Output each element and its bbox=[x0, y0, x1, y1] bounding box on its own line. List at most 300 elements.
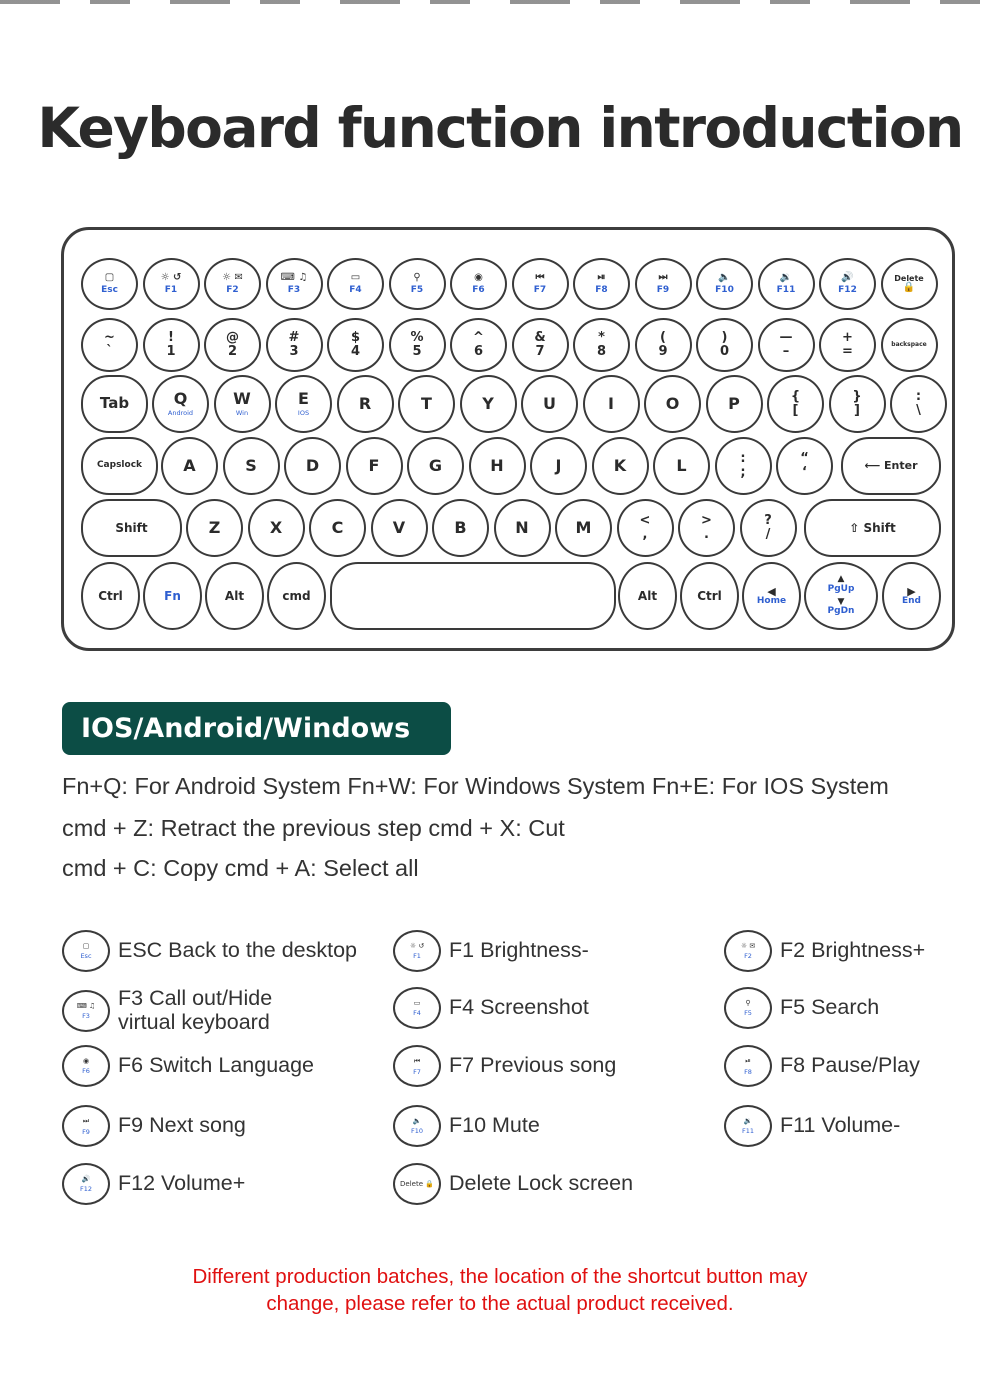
key-legend bbox=[800, 452, 809, 479]
legend-text bbox=[118, 939, 357, 963]
key-letter: A bbox=[183, 455, 196, 475]
key-f6[interactable] bbox=[450, 258, 507, 310]
key-letter: E bbox=[298, 388, 309, 408]
square-icon: ▢ bbox=[104, 271, 115, 283]
legend-key-name: F5 bbox=[744, 1009, 752, 1017]
legend-item bbox=[62, 1105, 246, 1147]
home-key[interactable] bbox=[742, 562, 801, 630]
search-icon: ⚲ bbox=[413, 271, 421, 283]
down-arrow-icon: ▼ bbox=[837, 597, 845, 607]
legend-key-icon bbox=[393, 930, 441, 972]
legend-item bbox=[62, 1045, 314, 1087]
legend-text bbox=[449, 1114, 540, 1138]
legend-text bbox=[118, 1054, 314, 1078]
key-f9[interactable] bbox=[635, 258, 692, 310]
key-x[interactable] bbox=[248, 499, 305, 557]
legend-text-line: F7 Previous song bbox=[449, 1053, 617, 1078]
key-=[interactable] bbox=[819, 318, 876, 372]
fn-key-label bbox=[838, 286, 857, 295]
key-label: Ctrl bbox=[697, 588, 722, 603]
key-lower: 1 bbox=[166, 344, 176, 359]
fn-key-name: F5 bbox=[410, 285, 424, 296]
legend-glyph-icon: ⏭ bbox=[82, 1116, 90, 1125]
up-arrow-icon: ▲ bbox=[837, 574, 845, 585]
batch-note bbox=[0, 1263, 1000, 1317]
key-letter: M bbox=[575, 517, 592, 537]
key-upper: % bbox=[410, 330, 424, 346]
key-c[interactable] bbox=[309, 499, 366, 557]
lock-icon: 🔒 bbox=[902, 281, 916, 293]
key-letter: W bbox=[233, 388, 251, 408]
key-lower: 5 bbox=[412, 344, 422, 359]
legend-key-name: F7 bbox=[413, 1067, 421, 1076]
key-label: Fn bbox=[164, 588, 181, 603]
key-letter: Y bbox=[482, 393, 494, 413]
brightness-up-icon: ☼ ✉ bbox=[222, 271, 243, 283]
key-2[interactable] bbox=[204, 318, 261, 372]
key-label: Alt bbox=[637, 588, 658, 603]
key-upper: — bbox=[779, 330, 793, 346]
volume-down-icon: 🔉 bbox=[779, 271, 793, 283]
legend-text-line: Delete Lock screen bbox=[449, 1171, 634, 1196]
key-k[interactable] bbox=[592, 437, 649, 495]
brightness-down-icon: ☼ ↺ bbox=[160, 271, 182, 283]
key-f12[interactable] bbox=[819, 258, 876, 310]
legend-text-line: F1 Brightness- bbox=[449, 938, 589, 963]
key-s[interactable] bbox=[223, 437, 280, 495]
key-/[interactable] bbox=[740, 499, 797, 557]
key-i[interactable] bbox=[583, 375, 640, 433]
key-3[interactable] bbox=[266, 318, 323, 372]
key-legend bbox=[791, 390, 800, 417]
legend-item bbox=[724, 1045, 920, 1087]
key-f3[interactable] bbox=[266, 258, 323, 310]
key-upper: > bbox=[701, 513, 712, 529]
key-label: Capslock bbox=[96, 460, 143, 471]
key-legend bbox=[473, 331, 484, 358]
previous-track-icon: ⏮ bbox=[535, 271, 545, 283]
key-u[interactable] bbox=[521, 375, 578, 433]
key-lower: 0 bbox=[719, 344, 730, 359]
tab-key[interactable] bbox=[81, 375, 148, 433]
key-legend bbox=[658, 331, 667, 358]
key-f1[interactable] bbox=[143, 258, 200, 310]
enter-key[interactable] bbox=[841, 437, 941, 495]
legend-glyph-icon: ⏮ bbox=[413, 1056, 421, 1065]
key-legend bbox=[166, 331, 175, 358]
key-v[interactable] bbox=[371, 499, 428, 557]
fn-key-name: F2 bbox=[226, 285, 239, 296]
key-legend bbox=[740, 452, 745, 479]
key-upper: ! bbox=[168, 330, 174, 346]
legend-text bbox=[449, 1054, 616, 1078]
key-upper: “ bbox=[800, 451, 809, 467]
key-f4[interactable] bbox=[327, 258, 384, 310]
shift-text: Shift bbox=[863, 520, 896, 535]
legend-glyph-icon: ⚲ bbox=[745, 999, 751, 1007]
fn-key-name: F4 bbox=[349, 285, 362, 296]
key-d[interactable] bbox=[284, 437, 341, 495]
legend-text-line: ESC Back to the desktop bbox=[118, 938, 358, 963]
key-0[interactable] bbox=[696, 318, 753, 372]
legend-glyph-icon: ⏯ bbox=[745, 1056, 751, 1065]
key-t[interactable] bbox=[398, 375, 455, 433]
legend-item bbox=[62, 987, 272, 1034]
key-p[interactable] bbox=[706, 375, 763, 433]
enter-label bbox=[864, 460, 917, 472]
fn-key-label bbox=[101, 286, 118, 295]
key-legend bbox=[852, 390, 861, 417]
legend-key-icon bbox=[62, 1163, 110, 1205]
capslock-key[interactable] bbox=[81, 437, 158, 495]
key-9[interactable] bbox=[635, 318, 692, 372]
key-upper: + bbox=[842, 330, 853, 346]
key-legend bbox=[720, 331, 729, 358]
legend-text-line: F5 Search bbox=[780, 995, 880, 1020]
fn-key-label bbox=[472, 286, 484, 295]
key-upper: & bbox=[534, 330, 546, 346]
legend-text-line: F12 Volume+ bbox=[118, 1171, 246, 1196]
key-letter: Z bbox=[208, 517, 221, 537]
legend-text bbox=[118, 1172, 245, 1196]
fn-key-label bbox=[288, 286, 300, 295]
key-upper: * bbox=[598, 330, 605, 346]
legend-key-name: F2 bbox=[744, 952, 752, 960]
legend-text bbox=[780, 1114, 900, 1138]
key-–[interactable] bbox=[758, 318, 815, 372]
fn-key-name: F11 bbox=[776, 285, 796, 296]
key-letter: T bbox=[421, 393, 432, 413]
key-letter: P bbox=[728, 393, 740, 413]
legend-glyph-icon: ☼ ↺ bbox=[409, 942, 425, 950]
key-upper: < bbox=[639, 513, 651, 529]
legend-text-line: F4 Screenshot bbox=[449, 995, 589, 1020]
key-;[interactable] bbox=[715, 437, 772, 495]
key-letter: C bbox=[331, 517, 344, 537]
key-lower: 4 bbox=[350, 344, 361, 359]
fn-key-name: F3 bbox=[287, 285, 301, 296]
legend-key-icon bbox=[724, 1105, 772, 1147]
enter-text: Enter bbox=[884, 459, 918, 473]
key-lower: [ bbox=[792, 403, 799, 418]
legend-text-line: F3 Call out/Hide bbox=[118, 986, 273, 1010]
legend-key-icon bbox=[393, 1105, 441, 1147]
key-legend bbox=[764, 514, 772, 541]
key-lower: ` bbox=[106, 344, 113, 359]
key-upper: ? bbox=[764, 513, 772, 529]
fn-key[interactable] bbox=[143, 562, 202, 630]
key-letter: X bbox=[269, 517, 283, 537]
key-y[interactable] bbox=[460, 375, 517, 433]
key-,[interactable] bbox=[617, 499, 674, 557]
cmd-key[interactable] bbox=[267, 562, 326, 630]
backspace-key[interactable] bbox=[881, 318, 938, 372]
legend-glyph-icon: 🔊 bbox=[81, 1175, 91, 1183]
legend-text-line: F2 Brightness+ bbox=[780, 938, 926, 963]
fn-key-label bbox=[165, 286, 177, 295]
key-lower: 8 bbox=[596, 344, 607, 359]
key-f2[interactable] bbox=[204, 258, 261, 310]
legend-key-icon bbox=[62, 930, 110, 972]
key-7[interactable] bbox=[512, 318, 569, 372]
fn-key-name: F12 bbox=[838, 285, 857, 296]
legend-key-icon bbox=[62, 990, 110, 1032]
key-letter: B bbox=[454, 517, 467, 537]
key-f8[interactable] bbox=[573, 258, 630, 310]
key-lower: 9 bbox=[658, 344, 668, 359]
key-upper: # bbox=[288, 330, 300, 346]
key-j[interactable] bbox=[530, 437, 587, 495]
key-label: Ctrl bbox=[98, 588, 123, 603]
description-line-1: Fn+Q: For Android System Fn+W: For Windows System Fn+E: For IOS System bbox=[62, 773, 889, 799]
shift-right-label bbox=[849, 522, 896, 535]
key-][interactable] bbox=[829, 375, 886, 433]
next-track-icon: ⏭ bbox=[658, 271, 668, 283]
fn-key-name: F10 bbox=[715, 285, 734, 296]
key-e[interactable] bbox=[275, 375, 332, 433]
key-legend bbox=[780, 331, 793, 358]
legend-text bbox=[449, 939, 589, 963]
legend-key-name: F10 bbox=[410, 1127, 423, 1135]
key-letter: K bbox=[613, 455, 627, 475]
key-l[interactable] bbox=[653, 437, 710, 495]
legend-key-name: F8 bbox=[744, 1067, 752, 1076]
key-legend bbox=[410, 331, 423, 358]
key-legend bbox=[842, 331, 853, 358]
key-lower: 3 bbox=[289, 344, 299, 359]
key-lower: 7 bbox=[535, 344, 545, 359]
legend-item bbox=[393, 930, 589, 972]
fn-key-name: Delete bbox=[894, 273, 924, 283]
key-letter: G bbox=[428, 455, 443, 475]
batch-note-line-2: change, please refer to the actual product received. bbox=[266, 1292, 734, 1315]
key-`[interactable] bbox=[81, 318, 138, 372]
key-letter: R bbox=[358, 393, 372, 413]
fn-key-label bbox=[226, 286, 238, 295]
description-line-3: cmd + C: Copy cmd + A: Select all bbox=[62, 855, 419, 881]
shift-arrow-icon: ⇧ bbox=[849, 520, 864, 535]
legend-text bbox=[780, 1054, 920, 1078]
shift-right-key[interactable] bbox=[804, 499, 941, 557]
pgup-pgdn-key[interactable] bbox=[804, 562, 878, 630]
fn-key-label bbox=[411, 286, 423, 295]
legend-glyph-icon: Delete 🔒 bbox=[400, 1180, 434, 1188]
legend-item bbox=[62, 1163, 245, 1205]
legend-text-line: virtual keyboard bbox=[118, 1009, 270, 1034]
fn-key-name: F8 bbox=[595, 285, 608, 296]
key-lower: ] bbox=[854, 403, 860, 418]
legend-text bbox=[780, 996, 879, 1020]
key-letter: L bbox=[676, 455, 687, 475]
key-f10[interactable] bbox=[696, 258, 753, 310]
legend-key-name: F6 bbox=[82, 1067, 90, 1075]
key-delete[interactable] bbox=[881, 258, 938, 310]
fn-key-name: F1 bbox=[164, 285, 178, 296]
legend-key-icon bbox=[393, 1163, 441, 1205]
key-f5[interactable] bbox=[389, 258, 446, 310]
pgdn-label: PgDn bbox=[827, 606, 855, 617]
legend-key-name: Esc bbox=[80, 952, 92, 960]
key-lower: = bbox=[842, 344, 853, 359]
legend-glyph-icon: ⌨ ♫ bbox=[76, 1001, 96, 1010]
key-label: Shift bbox=[115, 520, 148, 535]
ctrl-left-key[interactable] bbox=[81, 562, 140, 630]
legend-glyph-icon: ▢ bbox=[82, 942, 90, 950]
key-b[interactable] bbox=[432, 499, 489, 557]
legend-key-icon bbox=[724, 930, 772, 972]
play-pause-icon: ⏯ bbox=[597, 271, 606, 283]
legend-text-line: F9 Next song bbox=[118, 1113, 246, 1138]
legend-key-icon bbox=[724, 987, 772, 1029]
key-4[interactable] bbox=[327, 318, 384, 372]
legend-key-name: F1 bbox=[413, 952, 421, 960]
alt-right-key[interactable] bbox=[618, 562, 677, 630]
legend-key-name: F3 bbox=[82, 1011, 90, 1020]
fn-key-label bbox=[657, 286, 669, 295]
legend-item bbox=[62, 930, 357, 972]
legend-item bbox=[724, 930, 925, 972]
keyboard-diagram bbox=[61, 227, 955, 651]
end-label: End bbox=[902, 596, 921, 607]
legend-item bbox=[393, 1105, 540, 1147]
alt-left-key[interactable] bbox=[205, 562, 264, 630]
key-lower: – bbox=[782, 344, 790, 359]
key-upper: $ bbox=[350, 330, 361, 346]
description-line-2: cmd + Z: Retract the previous step cmd + X: Cut bbox=[62, 815, 565, 841]
legend-key-name: F4 bbox=[413, 1009, 421, 1017]
key-g[interactable] bbox=[407, 437, 464, 495]
enter-arrow-icon: ⟵ bbox=[864, 459, 885, 473]
key-label: Alt bbox=[224, 588, 245, 603]
legend-text-line: F6 Switch Language bbox=[118, 1053, 315, 1078]
key-r[interactable] bbox=[337, 375, 394, 433]
key-legend bbox=[226, 331, 239, 358]
key-label: backspace bbox=[891, 340, 927, 348]
key-n[interactable] bbox=[494, 499, 551, 557]
fn-key-label bbox=[534, 286, 546, 295]
legend-text bbox=[118, 1114, 246, 1138]
legend-key-icon bbox=[393, 987, 441, 1029]
key-legend bbox=[597, 331, 606, 358]
legend-text bbox=[449, 996, 589, 1020]
globe-icon: ◉ bbox=[474, 271, 483, 283]
legend-key-icon bbox=[62, 1045, 110, 1087]
key-w[interactable] bbox=[214, 375, 271, 433]
legend-item bbox=[393, 1045, 616, 1087]
key-esc[interactable] bbox=[81, 258, 138, 310]
key-legend bbox=[916, 390, 921, 417]
key-a[interactable] bbox=[161, 437, 218, 495]
legend-key-name: F11 bbox=[741, 1127, 754, 1135]
key-upper: : bbox=[915, 389, 922, 405]
right-arrow-icon: ▶ bbox=[907, 584, 916, 598]
key-lower: / bbox=[765, 527, 771, 542]
legend-key-icon bbox=[724, 1045, 772, 1087]
key-h[interactable] bbox=[469, 437, 526, 495]
key-lower: 2 bbox=[227, 344, 238, 359]
key-os-label: Android bbox=[167, 409, 194, 418]
space-bar[interactable] bbox=[330, 562, 616, 630]
legend-text-line: F10 Mute bbox=[449, 1113, 540, 1138]
legend-item bbox=[393, 987, 589, 1029]
key-letter: F bbox=[368, 455, 380, 475]
key-upper: ) bbox=[721, 330, 728, 346]
key-z[interactable] bbox=[186, 499, 243, 557]
legend-text bbox=[118, 987, 272, 1034]
key-f[interactable] bbox=[346, 437, 403, 495]
key-lower: ‘ bbox=[802, 465, 807, 480]
fn-key-label bbox=[595, 286, 607, 295]
key-letter: Q bbox=[173, 388, 188, 408]
legend-text bbox=[780, 939, 925, 963]
key-f7[interactable] bbox=[512, 258, 569, 310]
key-upper: @ bbox=[226, 330, 239, 346]
key-[[interactable] bbox=[767, 375, 824, 433]
key-letter: H bbox=[490, 455, 504, 475]
key-letter: J bbox=[555, 455, 562, 475]
key-os-label: IOS bbox=[297, 409, 310, 418]
key-f11[interactable] bbox=[758, 258, 815, 310]
key-upper: { bbox=[790, 389, 801, 405]
key-lower: ; bbox=[740, 465, 746, 480]
fn-key-label bbox=[349, 286, 361, 295]
batch-note-line-1: Different production batches, the location of the shortcut button may bbox=[192, 1265, 808, 1288]
fn-key-name: F9 bbox=[656, 285, 670, 296]
key-label: cmd bbox=[282, 588, 311, 603]
legend-key-icon bbox=[393, 1045, 441, 1087]
ctrl-right-key[interactable] bbox=[680, 562, 739, 630]
left-arrow-icon: ◀ bbox=[767, 584, 776, 598]
key-q[interactable] bbox=[152, 375, 209, 433]
key-letter: U bbox=[543, 393, 556, 413]
fn-key-label bbox=[715, 286, 734, 295]
key-lower: 6 bbox=[473, 344, 484, 359]
monitor-icon: ▭ bbox=[350, 271, 361, 283]
key-upper: ( bbox=[660, 330, 666, 346]
key-letter: S bbox=[245, 455, 257, 475]
legend-key-name: F9 bbox=[82, 1127, 90, 1136]
home-label: Home bbox=[756, 596, 787, 607]
key-o[interactable] bbox=[644, 375, 701, 433]
end-key[interactable] bbox=[882, 562, 941, 630]
legend-text bbox=[449, 1172, 633, 1196]
legend-item bbox=[393, 1163, 633, 1205]
key-5[interactable] bbox=[389, 318, 446, 372]
key-legend bbox=[289, 331, 300, 358]
key-m[interactable] bbox=[555, 499, 612, 557]
key-lower: \ bbox=[916, 403, 921, 418]
key-\[interactable] bbox=[890, 375, 947, 433]
key-letter: V bbox=[392, 517, 406, 537]
key-upper: ~ bbox=[104, 330, 115, 346]
legend-glyph-icon: ◉ bbox=[82, 1057, 90, 1065]
key-letter: D bbox=[305, 455, 320, 475]
key-legend bbox=[534, 331, 545, 358]
mute-icon: 🔈 bbox=[718, 271, 731, 283]
key-os-label: Win bbox=[235, 409, 249, 418]
key-1[interactable] bbox=[143, 318, 200, 372]
key-8[interactable] bbox=[573, 318, 630, 372]
shift-left-key[interactable] bbox=[81, 499, 182, 557]
legend-item bbox=[724, 1105, 900, 1147]
legend-glyph-icon: ☼ ✉ bbox=[740, 942, 756, 950]
key-6[interactable] bbox=[450, 318, 507, 372]
legend-text-line: F11 Volume- bbox=[780, 1113, 901, 1138]
legend-glyph-icon: ▭ bbox=[413, 999, 421, 1007]
key-lower: . bbox=[704, 527, 709, 542]
key-‘[interactable] bbox=[776, 437, 833, 495]
key-.[interactable] bbox=[678, 499, 735, 557]
